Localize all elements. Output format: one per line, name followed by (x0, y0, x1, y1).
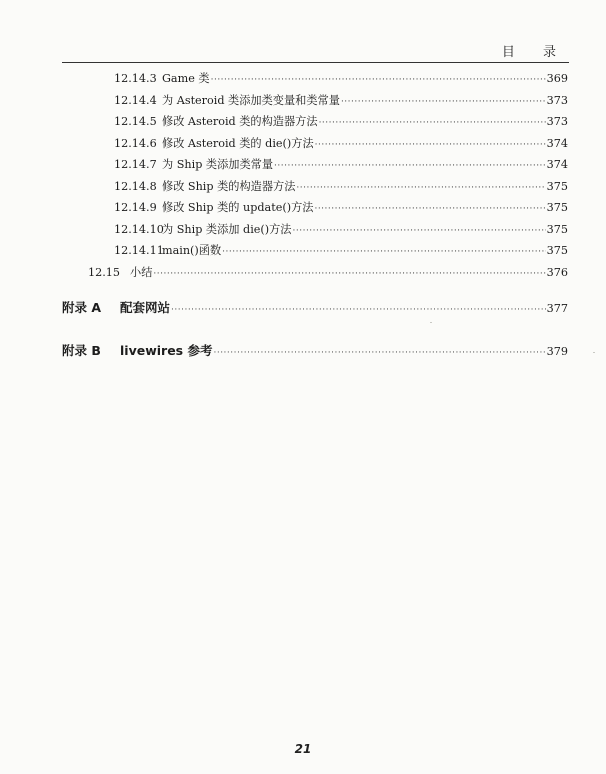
toc-section-title: 小结 (130, 265, 153, 279)
toc-entry[interactable] (114, 223, 568, 238)
toc-entry[interactable] (114, 94, 568, 109)
appendix-entry[interactable] (62, 298, 568, 316)
dot-leader (315, 138, 546, 152)
toc-entry-number: 12.14.11 (114, 244, 164, 257)
toc-entry-page: 375 (546, 201, 568, 214)
toc-entry-number: 12.14.10 (114, 222, 164, 236)
toc-entry[interactable] (114, 201, 568, 216)
toc-entry-title: 为 Ship 类添加类常量 (162, 158, 274, 171)
toc-entry-page: 369 (546, 72, 568, 85)
toc-entry[interactable] (114, 137, 568, 152)
toc-entry-page: 374 (546, 136, 568, 150)
toc-entry-page: 375 (546, 244, 568, 257)
toc-entry-page: 375 (546, 222, 568, 236)
dot-leader (213, 348, 545, 358)
toc-section[interactable] (88, 266, 568, 281)
header-rule (62, 62, 569, 63)
toc-entry[interactable] (114, 244, 568, 259)
dot-leader (222, 245, 545, 259)
appendix-label: 附录 A (62, 300, 102, 315)
toc-section-number: 12.15 (88, 265, 121, 279)
toc-entry-title: main()函数 (162, 244, 222, 257)
scan-speck (593, 352, 595, 353)
page-number: 21 (294, 742, 312, 756)
appendix-label: 附录 B (62, 343, 101, 358)
dot-leader (153, 267, 545, 281)
appendix-title: 配套网站 (120, 300, 171, 315)
dot-leader (171, 305, 546, 315)
toc-entry-number: 12.14.6 (114, 136, 157, 150)
scan-speck (430, 322, 432, 323)
toc-entry-title: 为 Ship 类添加 die()方法 (162, 222, 292, 236)
toc-entry-number: 12.14.7 (114, 158, 157, 171)
toc-entry-page: 374 (546, 158, 568, 171)
toc-entry[interactable] (114, 180, 568, 195)
toc-entry-title: 为 Asteroid 类添加类变量和类常量 (162, 93, 340, 107)
toc-entry-number: 12.14.5 (114, 115, 157, 128)
dot-leader (314, 202, 545, 216)
toc-entry-number: 12.14.4 (114, 93, 157, 107)
toc-entry-title: Game 类 (162, 72, 210, 85)
toc-entry[interactable] (114, 72, 568, 87)
toc-entry-title: 修改 Ship 类的 update()方法 (162, 201, 314, 214)
toc-entry-page: 375 (546, 179, 568, 193)
toc-entry-page: 373 (546, 93, 568, 107)
toc-entry[interactable] (114, 115, 568, 130)
toc-entry[interactable] (114, 158, 568, 173)
toc-entry-title: 修改 Asteroid 类的构造器方法 (162, 115, 318, 128)
dot-leader (319, 116, 546, 130)
dot-leader (296, 181, 545, 195)
toc-entry-number: 12.14.3 (114, 72, 157, 85)
dot-leader (211, 73, 546, 87)
appendix-title: livewires 参考 (120, 343, 213, 358)
toc-entry-title: 修改 Ship 类的构造器方法 (162, 179, 296, 193)
dot-leader (341, 95, 546, 109)
appendix-page: 377 (546, 302, 568, 315)
toc-entry-number: 12.14.9 (114, 201, 157, 214)
toc-entry-number: 12.14.8 (114, 179, 157, 193)
appendix-entry[interactable] (62, 341, 568, 359)
toc-section-page: 376 (546, 265, 568, 279)
dot-leader (274, 159, 546, 173)
toc-entry-page: 373 (546, 115, 568, 128)
header-title: 目 录 (501, 45, 568, 60)
toc-entry-title: 修改 Asteroid 类的 die()方法 (162, 136, 314, 150)
dot-leader (293, 224, 546, 238)
appendix-page: 379 (546, 345, 568, 358)
